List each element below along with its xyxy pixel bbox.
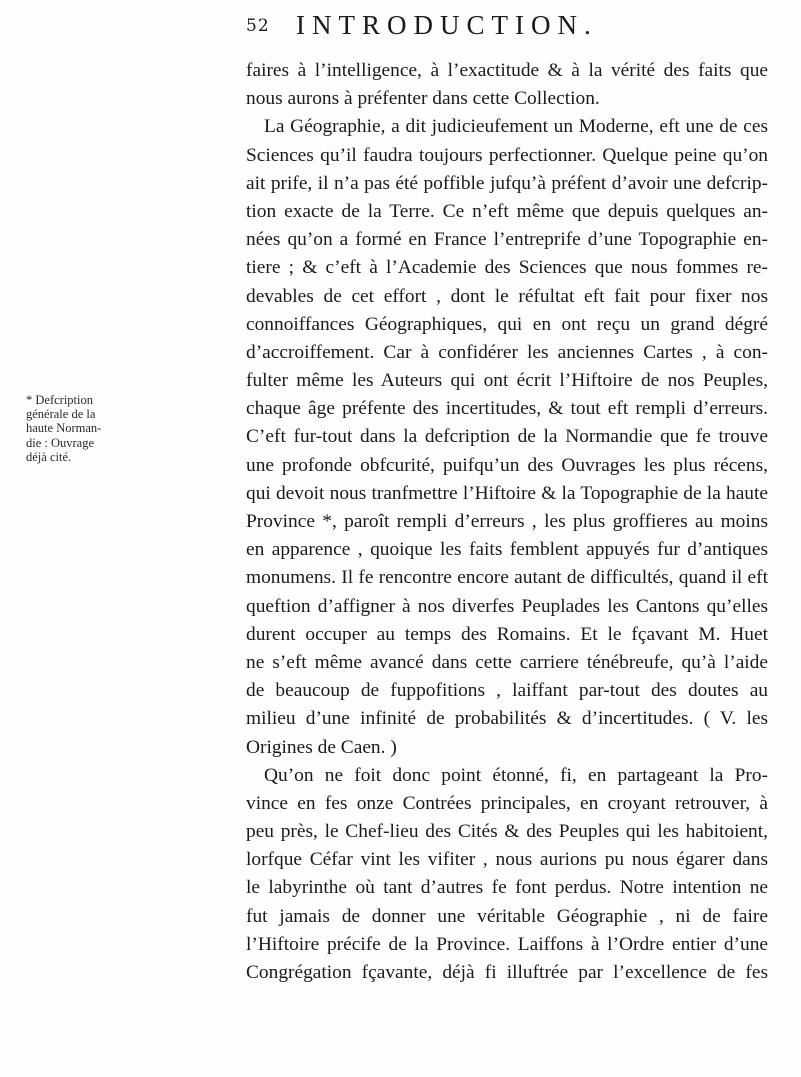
text-line: vince en fes onze Contrées principales, en croyant retrouver, à: [246, 792, 768, 814]
text-line: d’accroiffement. Car à confidérer les anciennes Cartes , à con-: [246, 341, 768, 363]
text-line: l’Hiftoire précife de la Province. Laiffons à l’Ordre entier d’une: [246, 933, 768, 955]
marginal-note-line: die : Ouvrage: [26, 435, 95, 450]
text-line: fut jamais de donner une véritable Géographie , ni de faire: [246, 905, 768, 927]
text-line: Sciences qu’il faudra toujours perfectionner. Quelque peine qu’on: [246, 144, 768, 166]
text-line: queftion d’affigner à nos diverfes Peuplades les Cantons qu’elles: [246, 595, 768, 617]
text-line: Province *, paroît rempli d’erreurs , les plus groffieres au moins: [246, 511, 768, 532]
text-line: Congrégation fçavante, déjà fi illuftrée par l’excellence de fes: [246, 962, 768, 983]
text-line: nées qu’on a formé en France l’entreprife d’une Topographie en-: [246, 229, 768, 251]
text-line: La Géographie, a dit judicieufement un Moderne, eft une de ces: [264, 116, 768, 138]
text-line: peu près, le Chef-lieu des Cités & des Peuples qui les habitoient,: [246, 821, 768, 843]
page-header: [246, 6, 766, 46]
text-line: durent occuper au temps des Romains. Et le fçavant M. Huet: [246, 623, 768, 645]
text-line: C’eft fur-tout dans la defcription de la Normandie que fe trouve: [246, 426, 768, 448]
text-line: Origines de Caen. ): [246, 736, 397, 758]
text-line: tion exacte de la Terre. Ce n’eft même que depuis quelques an-: [246, 200, 768, 222]
text-line: fulter même les Auteurs qui ont écrit l’Hiftoire de nos Peuples,: [246, 370, 768, 392]
text-line: de beaucoup de fuppofitions , laiffant par-tout des doutes au: [246, 680, 768, 702]
page-number: 52: [246, 16, 270, 36]
text-line: nous aurons à préfenter dans cette Collection.: [246, 88, 600, 110]
text-line: connoiffances Géographiques, qui en ont reçu un grand dégré: [246, 313, 768, 335]
marginal-note-line: * Defcription: [26, 393, 93, 407]
text-line: faires à l’intelligence, à l’exactitude & à la vérité des faits que: [246, 60, 768, 81]
text-line: en apparence , quoique les faits femblent appuyés fur d’antiques: [246, 539, 768, 561]
text-line: milieu d’une infinité de probabilités & d’incertitudes. ( V. les: [246, 708, 768, 730]
body-text: [246, 57, 768, 987]
text-line: qui devoit nous tranfmettre l’Hiftoire & la Topographie de la haute: [246, 482, 768, 504]
text-line: une profonde obfcurité, puifqu’un des Ouvrages les plus récens,: [246, 454, 768, 476]
marginal-note-line: générale de la: [26, 407, 96, 422]
running-title: INTRODUCTION.: [296, 10, 598, 40]
text-line: ne s’eft même avancé dans cette carriere ténébreufe, qu’à l’aide: [246, 651, 768, 673]
text-line: le labyrinthe où tant d’autres fe font perdus. Notre intention ne: [246, 877, 768, 899]
marginal-note-line: haute Norman-: [26, 421, 102, 436]
text-line: chaque âge préfente des incertitudes, & tout eft rempli d’erreurs.: [246, 398, 768, 420]
text-line: Qu’on ne foit donc point étonné, fi, en partageant la Pro-: [264, 764, 768, 786]
text-line: monumens. Il fe rencontre encore autant de difficultés, quand il eft: [246, 567, 768, 589]
text-line: lorfque Céfar vint les vifiter , nous aurions pu nous égarer dans: [246, 849, 768, 871]
text-line: ait prife, il n’a pas été poffible jufqu’à préfent d’avoir une defcrip-: [246, 172, 768, 194]
marginal-note-line: déjà cité.: [26, 449, 72, 464]
text-line: tiere ; & c’eft à l’Academie des Sciences que nous fommes re-: [246, 257, 768, 279]
text-line: devables de cet effort , dont le réfultat eft fait pour fixer nos: [246, 285, 768, 307]
marginal-note: [26, 393, 202, 464]
